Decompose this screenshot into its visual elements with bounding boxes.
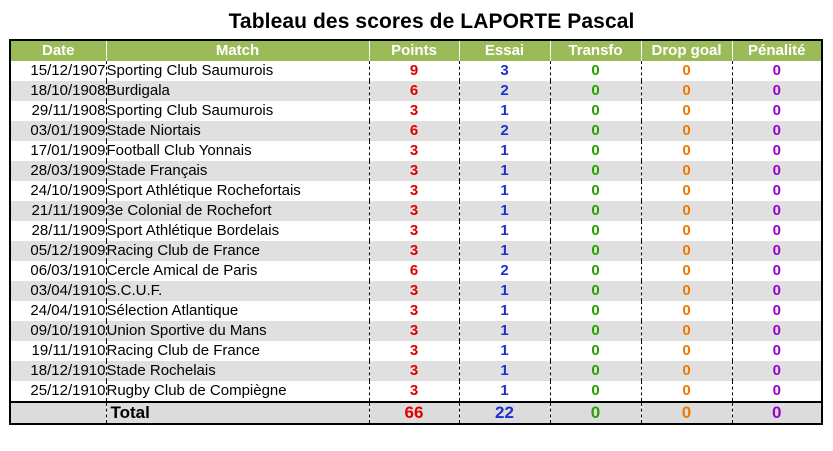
cell-date: 15/12/1907 [10,61,106,81]
cell-points: 3 [369,201,459,221]
cell-penalite: 0 [732,281,822,301]
cell-date: 09/10/1910 [10,321,106,341]
cell-points: 3 [369,321,459,341]
column-header-transfo: Transfo [550,40,641,61]
cell-penalite: 0 [732,101,822,121]
cell-essai: 1 [459,361,550,381]
cell-points: 9 [369,61,459,81]
cell-penalite: 0 [732,201,822,221]
cell-penalite: 0 [732,61,822,81]
cell-points: 3 [369,381,459,402]
cell-points: 6 [369,121,459,141]
cell-penalite: 0 [732,361,822,381]
cell-drop-goal: 0 [641,341,732,361]
cell-drop-goal: 0 [641,161,732,181]
cell-penalite: 0 [732,321,822,341]
cell-date: 24/10/1909 [10,181,106,201]
cell-match: Sporting Club Saumurois [106,61,369,81]
cell-date: 06/03/1910 [10,261,106,281]
table-row [10,121,822,141]
column-header-penalite: Pénalité [732,40,822,61]
cell-penalite: 0 [732,181,822,201]
cell-penalite: 0 [732,81,822,101]
cell-date: 18/10/1908 [10,81,106,101]
cell-essai: 1 [459,101,550,121]
cell-transfo: 0 [550,81,641,101]
cell-essai: 1 [459,221,550,241]
table-row [10,81,822,101]
cell-drop-goal: 0 [641,181,732,201]
cell-transfo: 0 [550,201,641,221]
column-header-points: Points [369,40,459,61]
cell-penalite: 0 [732,341,822,361]
total-drop-goal: 0 [641,402,732,424]
table-row [10,341,822,361]
cell-match: Stade Français [106,161,369,181]
table-row [10,101,822,121]
cell-essai: 1 [459,241,550,261]
cell-essai: 2 [459,261,550,281]
cell-transfo: 0 [550,361,641,381]
cell-match: Sport Athlétique Bordelais [106,221,369,241]
cell-match: Sport Athlétique Rochefortais [106,181,369,201]
cell-points: 3 [369,161,459,181]
cell-transfo: 0 [550,181,641,201]
cell-penalite: 0 [732,161,822,181]
cell-points: 3 [369,281,459,301]
total-penalite: 0 [732,402,822,424]
cell-drop-goal: 0 [641,81,732,101]
cell-transfo: 0 [550,121,641,141]
cell-drop-goal: 0 [641,321,732,341]
cell-drop-goal: 0 [641,121,732,141]
cell-date: 03/04/1910 [10,281,106,301]
cell-match: Stade Niortais [106,121,369,141]
cell-points: 3 [369,301,459,321]
cell-match: Sporting Club Saumurois [106,101,369,121]
cell-match: S.C.U.F. [106,281,369,301]
cell-points: 6 [369,81,459,101]
cell-date: 29/11/1908 [10,101,106,121]
table-row [10,221,822,241]
cell-drop-goal: 0 [641,301,732,321]
cell-match: Stade Rochelais [106,361,369,381]
cell-match: Cercle Amical de Paris [106,261,369,281]
cell-transfo: 0 [550,301,641,321]
total-transfo: 0 [550,402,641,424]
table-row [10,61,822,81]
cell-date: 19/11/1910 [10,341,106,361]
table-row [10,141,822,161]
cell-transfo: 0 [550,141,641,161]
cell-essai: 1 [459,141,550,161]
column-header-match: Match [106,40,369,61]
cell-date: 24/04/1910 [10,301,106,321]
page-title: Tableau des scores de LAPORTE Pascal [228,10,635,33]
cell-drop-goal: 0 [641,141,732,161]
table-row [10,281,822,301]
cell-essai: 3 [459,61,550,81]
total-label: Total [106,402,369,424]
cell-transfo: 0 [550,221,641,241]
cell-penalite: 0 [732,141,822,161]
cell-points: 3 [369,241,459,261]
cell-drop-goal: 0 [641,261,732,281]
cell-points: 3 [369,221,459,241]
table-row [10,261,822,281]
table-row [10,301,822,321]
cell-date: 25/12/1910 [10,381,106,402]
total-essai: 22 [459,402,550,424]
column-header-drop-goal: Drop goal [641,40,732,61]
cell-drop-goal: 0 [641,101,732,121]
cell-essai: 1 [459,161,550,181]
cell-essai: 1 [459,201,550,221]
cell-points: 6 [369,261,459,281]
column-header-essai: Essai [459,40,550,61]
cell-drop-goal: 0 [641,381,732,402]
table-row [10,361,822,381]
table-row [10,161,822,181]
cell-match: 3e Colonial de Rochefort [106,201,369,221]
total-points: 66 [369,402,459,424]
cell-date: 18/12/1910 [10,361,106,381]
header-row [10,40,822,61]
cell-points: 3 [369,141,459,161]
table-row [10,201,822,221]
cell-drop-goal: 0 [641,201,732,221]
cell-essai: 2 [459,81,550,101]
cell-date: 17/01/1909 [10,141,106,161]
cell-transfo: 0 [550,241,641,261]
cell-match: Burdigala [106,81,369,101]
cell-transfo: 0 [550,161,641,181]
cell-essai: 1 [459,341,550,361]
cell-points: 3 [369,341,459,361]
cell-penalite: 0 [732,221,822,241]
table-row [10,321,822,341]
table-row [10,181,822,201]
cell-transfo: 0 [550,261,641,281]
cell-transfo: 0 [550,321,641,341]
cell-transfo: 0 [550,341,641,361]
cell-date: 05/12/1909 [10,241,106,261]
cell-drop-goal: 0 [641,241,732,261]
scores-table [9,39,823,425]
cell-date: 28/03/1909 [10,161,106,181]
cell-penalite: 0 [732,381,822,402]
cell-date: 21/11/1909 [10,201,106,221]
cell-transfo: 0 [550,281,641,301]
cell-penalite: 0 [732,241,822,261]
cell-drop-goal: 0 [641,361,732,381]
table-row [10,381,822,402]
cell-match: Sélection Atlantique [106,301,369,321]
table-row [10,241,822,261]
column-header-date: Date [10,40,106,61]
cell-transfo: 0 [550,381,641,402]
cell-essai: 1 [459,381,550,402]
cell-transfo: 0 [550,61,641,81]
cell-points: 3 [369,181,459,201]
cell-match: Racing Club de France [106,241,369,261]
cell-match: Union Sportive du Mans [106,321,369,341]
cell-essai: 2 [459,121,550,141]
cell-essai: 1 [459,281,550,301]
cell-points: 3 [369,101,459,121]
cell-essai: 1 [459,181,550,201]
total-row [10,402,822,424]
cell-essai: 1 [459,301,550,321]
cell-essai: 1 [459,321,550,341]
cell-drop-goal: 0 [641,61,732,81]
cell-transfo: 0 [550,101,641,121]
cell-penalite: 0 [732,261,822,281]
cell-penalite: 0 [732,301,822,321]
cell-date: 28/11/1909 [10,221,106,241]
score-rows [10,61,822,402]
cell-penalite: 0 [732,121,822,141]
cell-match: Rugby Club de Compiègne [106,381,369,402]
cell-drop-goal: 0 [641,221,732,241]
cell-points: 3 [369,361,459,381]
total-date-cell [10,402,106,424]
cell-drop-goal: 0 [641,281,732,301]
cell-date: 03/01/1909 [10,121,106,141]
cell-match: Football Club Yonnais [106,141,369,161]
cell-match: Racing Club de France [106,341,369,361]
